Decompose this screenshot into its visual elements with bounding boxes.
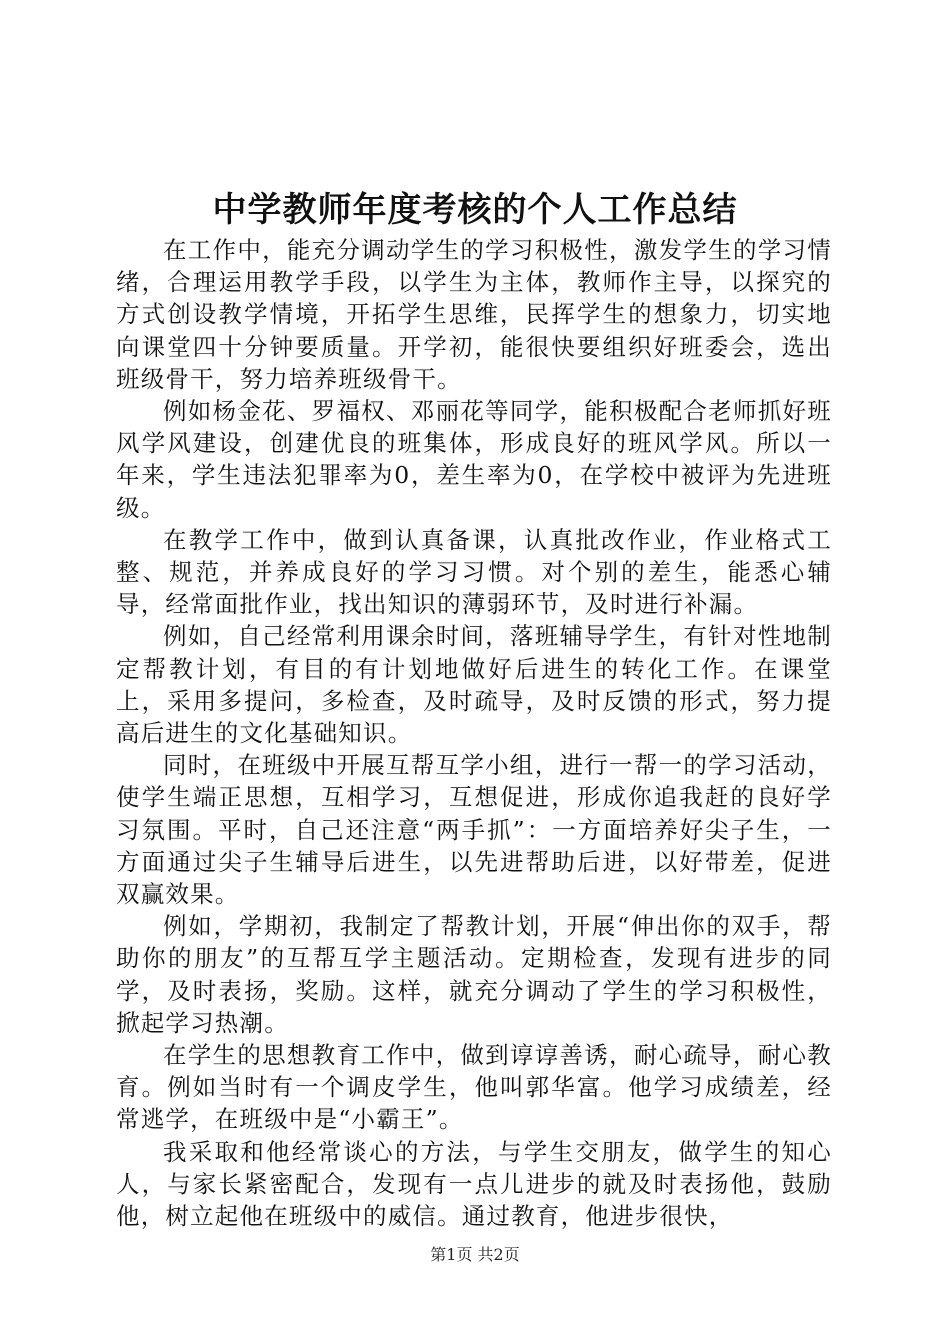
paragraph: 同时，在班级中开展互帮互学小组，进行一帮一的学习活动，使学生端正思想，互相学习，互想促进，形成你追我赶的良好学习氛围。平时，自己还注意“两手抓”：一方面培养好尖子生，一方面通过尖子生辅导后进生，以先进帮助后进，以好带差，促进双赢效果。	[116, 751, 832, 909]
paragraph: 在教学工作中，做到认真备课，认真批改作业，作业格式工整、规范，并养成良好的学习习惯。对个别的差生，能悉心辅导，经常面批作业，找出知识的薄弱环节，及时进行补漏。	[116, 525, 832, 619]
paragraph: 例如，自己经常利用课余时间，落班辅导学生，有针对性地制定帮教计划，有目的有计划地做好后进生的转化工作。在课堂上，采用多提问，多检查，及时疏导，及时反馈的形式，努力提高后进生的文化基础知识。	[116, 622, 832, 748]
document-title: 中学教师年度考核的个人工作总结	[212, 190, 738, 230]
paragraph: 例如，学期初，我制定了帮教计划，开展“伸出你的双手，帮助你的朋友”的互帮互学主题活动。定期检查，发现有进步的同学，及时表扬，奖励。这样，就充分调动了学生的学习积极性，掀起学习热潮。	[116, 912, 832, 1037]
paragraph: 例如杨金花、罗福权、邓丽花等同学，能积极配合老师抓好班风学风建设，创建优良的班集体，形成良好的班风学风。所以一年来，学生违法犯罪率为0，差生率为0，在学校中被评为先进班级。	[116, 397, 832, 522]
document-body	[116, 234, 832, 1232]
paragraph: 我采取和他经常谈心的方法，与学生交朋友，做学生的知心人，与家长紧密配合，发现有一点儿进步的就及时表扬他，鼓励他，树立起他在班级中的威信。通过教育，他进步很快，	[116, 1137, 832, 1231]
paragraph: 在学生的思想教育工作中，做到谆谆善诱，耐心疏导，耐心教育。例如当时有一个调皮学生，他叫郭华富。他学习成绩差，经常逃学，在班级中是“小霸王”。	[116, 1041, 832, 1134]
page-indicator: 第1页 共2页	[430, 1245, 520, 1264]
paragraph: 在工作中，能充分调动学生的学习积极性，激发学生的学习情绪，合理运用教学手段，以学生为主体，教师作主导，以探究的方式创设教学情境，开拓学生思维，民挥学生的想象力，切实地向课堂四十分钟要质量。开学初，能很快要组织好班委会，选出班级骨干，努力培养班级骨干。	[116, 236, 832, 393]
